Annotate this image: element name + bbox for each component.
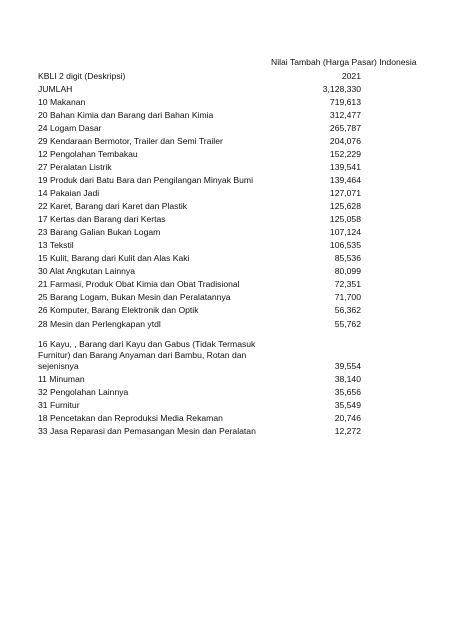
row-value: 106,535 — [329, 240, 361, 250]
year-header: 2021 — [341, 71, 361, 81]
table-row — [38, 187, 361, 200]
row-header-label: KBLI 2 digit (Deskripsi) — [38, 71, 126, 81]
row-label: 23 Barang Galian Bukan Logam — [38, 227, 161, 237]
row-label: 27 Peralatan Listrik — [38, 162, 112, 172]
row-value: 71,700 — [334, 292, 361, 302]
row-value: 3,128,330 — [322, 84, 361, 94]
row-value: 35,656 — [334, 387, 361, 397]
table-row — [38, 265, 361, 278]
table-row — [38, 135, 361, 148]
table-row — [38, 109, 361, 122]
table-row — [38, 425, 361, 438]
row-label: 21 Farmasi, Produk Obat Kimia dan Obat Tradisional — [38, 279, 240, 289]
row-value: 35,549 — [334, 400, 361, 410]
row-label: 18 Pencetakan dan Reproduksi Media Rekaman — [38, 413, 223, 423]
row-label: 12 Pengolahan Tembakau — [38, 149, 138, 159]
row-label: 20 Bahan Kimia dan Barang dari Bahan Kimia — [38, 110, 214, 120]
table-row — [38, 161, 361, 174]
row-label: 32 Pengolahan Lainnya — [38, 387, 129, 397]
table-row-total — [38, 83, 361, 96]
row-label: 31 Furnitur — [38, 400, 80, 410]
row-label: 15 Kulit, Barang dari Kulit dan Alas Kaki — [38, 253, 190, 263]
row-value: 80,099 — [334, 266, 361, 276]
row-value: 107,124 — [329, 227, 361, 237]
row-label: JUMLAH — [38, 84, 73, 94]
table-row — [38, 278, 361, 291]
row-value: 39,554 — [334, 361, 361, 371]
column-title: Nilai Tambah (Harga Pasar) Indonesia — [271, 57, 417, 67]
row-value: 20,746 — [334, 413, 361, 423]
row-value: 152,229 — [329, 149, 361, 159]
row-label: 11 Minuman — [38, 374, 85, 384]
table-row — [38, 386, 361, 399]
row-label: 25 Barang Logam, Bukan Mesin dan Peralatannya — [38, 292, 231, 302]
row-value: 312,477 — [329, 110, 361, 120]
row-value: 265,787 — [329, 123, 361, 133]
table-row — [38, 304, 361, 317]
row-value: 125,628 — [329, 201, 361, 211]
table-row — [38, 174, 361, 187]
row-value: 139,541 — [329, 162, 361, 172]
row-label: 14 Pakaian Jadi — [38, 188, 100, 198]
table-row — [38, 239, 361, 252]
table-row — [38, 412, 361, 425]
row-value: 139,464 — [329, 175, 361, 185]
row-value: 55,762 — [334, 319, 361, 329]
row-label: 24 Logam Dasar — [38, 123, 102, 133]
table-row — [38, 318, 361, 331]
table-row — [38, 200, 361, 213]
row-label: 17 Kertas dan Barang dari Kertas — [38, 214, 166, 224]
table-row — [38, 291, 361, 304]
table-row — [38, 252, 361, 265]
row-value: 12,272 — [334, 426, 361, 436]
row-value: 127,071 — [329, 188, 361, 198]
row-label: 16 Kayu, , Barang dari Kayu dan Gabus (Tidak Termasuk Furnitur) dan Barang Anyaman dari Bambu, Rotan dan sejenisnya — [38, 339, 256, 371]
row-label: 26 Komputer, Barang Elektronik dan Optik — [38, 305, 199, 315]
table-row — [38, 213, 361, 226]
table-row — [38, 399, 361, 412]
row-label: 19 Produk dari Batu Bara dan Pengilangan Minyak Bumi — [38, 175, 253, 185]
row-label: 22 Karet, Barang dari Karet dan Plastik — [38, 201, 188, 211]
table-row — [38, 96, 361, 109]
row-value: 38,140 — [334, 374, 361, 384]
row-label: 30 Alat Angkutan Lainnya — [38, 266, 135, 276]
row-label: 13 Tekstil — [38, 240, 74, 250]
row-label: 29 Kendaraan Bermotor, Trailer dan Semi Trailer — [38, 136, 223, 146]
row-value: 719,613 — [329, 97, 361, 107]
row-label: 28 Mesin dan Perlengkapan ytdl — [38, 319, 161, 329]
row-value: 85,536 — [334, 253, 361, 263]
table-row-multiline — [38, 339, 361, 372]
row-label: 33 Jasa Reparasi dan Pemasangan Mesin dan Peralatan — [38, 426, 256, 436]
row-value: 72,351 — [334, 279, 361, 289]
table-row — [38, 226, 361, 239]
row-label: 10 Makanan — [38, 97, 86, 107]
table-row — [38, 148, 361, 161]
row-value: 204,076 — [329, 136, 361, 146]
row-value: 125,058 — [329, 214, 361, 224]
row-value: 56,362 — [334, 305, 361, 315]
table-row — [38, 122, 361, 135]
table-row — [38, 373, 361, 386]
